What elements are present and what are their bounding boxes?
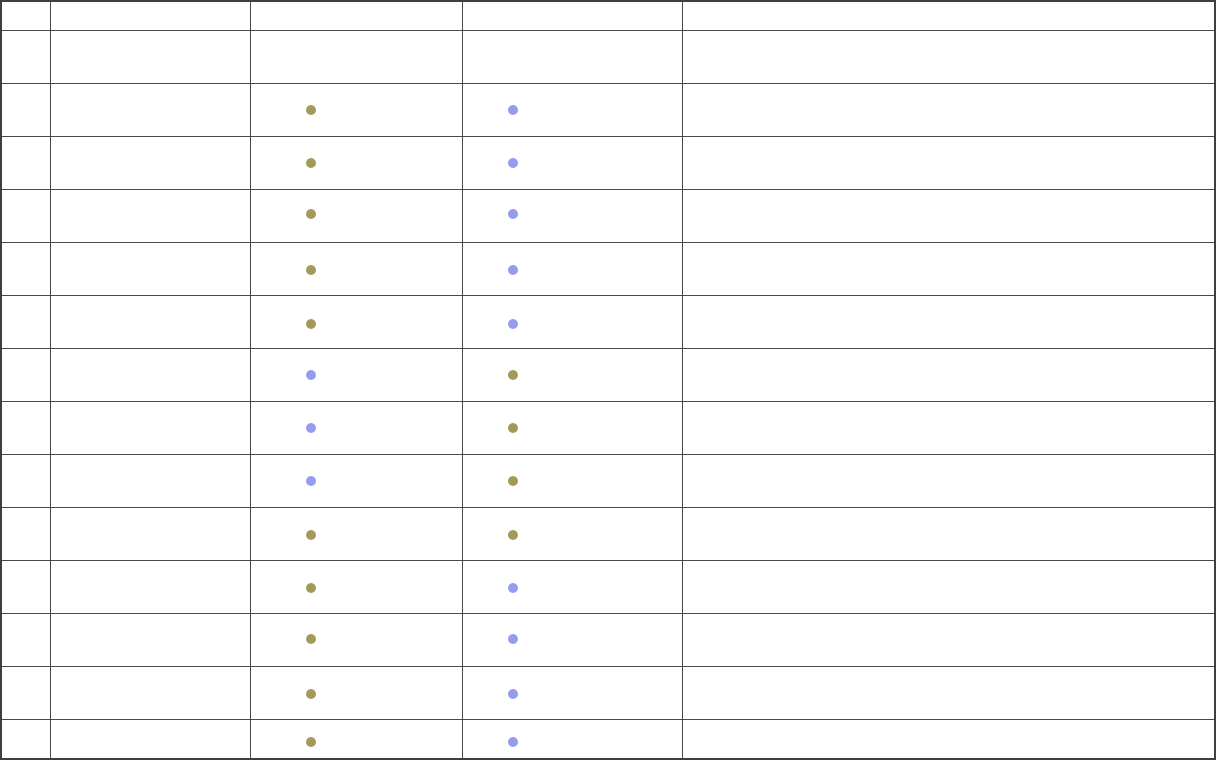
status-dot-periwinkle bbox=[508, 158, 518, 168]
row-divider bbox=[0, 666, 1216, 667]
table-row[interactable] bbox=[0, 242, 1216, 295]
row-divider bbox=[0, 454, 1216, 455]
row-divider bbox=[0, 507, 1216, 508]
status-dot-olive bbox=[306, 105, 316, 115]
table-row[interactable] bbox=[0, 30, 1216, 83]
status-dot-olive bbox=[306, 265, 316, 275]
row-divider bbox=[0, 30, 1216, 31]
status-dot-olive bbox=[306, 530, 316, 540]
row-divider bbox=[0, 560, 1216, 561]
status-dot-periwinkle bbox=[306, 476, 316, 486]
status-dot-olive bbox=[306, 319, 316, 329]
status-dot-olive bbox=[306, 209, 316, 219]
status-dot-olive bbox=[508, 423, 518, 433]
row-divider bbox=[0, 295, 1216, 296]
status-dot-olive bbox=[306, 158, 316, 168]
status-dot-periwinkle bbox=[306, 370, 316, 380]
column-divider bbox=[682, 0, 683, 760]
table-row[interactable] bbox=[0, 719, 1216, 760]
header-cell-name[interactable] bbox=[50, 0, 250, 30]
table-row[interactable] bbox=[0, 454, 1216, 507]
row-divider bbox=[0, 136, 1216, 137]
status-dot-olive bbox=[508, 370, 518, 380]
row-divider bbox=[0, 348, 1216, 349]
header-cell-status-b[interactable] bbox=[462, 0, 682, 30]
status-dot-olive bbox=[508, 530, 518, 540]
table-row[interactable] bbox=[0, 666, 1216, 719]
status-dot-periwinkle bbox=[508, 634, 518, 644]
table-row[interactable] bbox=[0, 295, 1216, 348]
column-divider bbox=[462, 0, 463, 760]
status-dot-periwinkle bbox=[508, 689, 518, 699]
row-divider bbox=[0, 242, 1216, 243]
table-row[interactable] bbox=[0, 401, 1216, 454]
status-dot-periwinkle bbox=[508, 583, 518, 593]
status-dot-olive bbox=[306, 583, 316, 593]
status-dot-olive bbox=[306, 689, 316, 699]
status-dot-periwinkle bbox=[306, 423, 316, 433]
column-divider bbox=[250, 0, 251, 760]
status-dot-olive bbox=[306, 634, 316, 644]
table-row[interactable] bbox=[0, 507, 1216, 560]
table-row[interactable] bbox=[0, 348, 1216, 401]
status-dot-periwinkle bbox=[508, 737, 518, 747]
table-row[interactable] bbox=[0, 189, 1216, 242]
row-divider bbox=[0, 613, 1216, 614]
row-divider bbox=[0, 83, 1216, 84]
status-dot-periwinkle bbox=[508, 265, 518, 275]
status-dot-periwinkle bbox=[508, 319, 518, 329]
row-divider bbox=[0, 189, 1216, 190]
status-dot-olive bbox=[508, 476, 518, 486]
status-dot-periwinkle bbox=[508, 105, 518, 115]
table-row[interactable] bbox=[0, 613, 1216, 666]
table-row[interactable] bbox=[0, 136, 1216, 189]
status-dot-olive bbox=[306, 737, 316, 747]
header-cell-status-a[interactable] bbox=[250, 0, 462, 30]
header-cell-row-number[interactable] bbox=[0, 0, 50, 30]
row-divider bbox=[0, 401, 1216, 402]
table-row[interactable] bbox=[0, 83, 1216, 136]
row-divider bbox=[0, 719, 1216, 720]
status-dot-periwinkle bbox=[508, 209, 518, 219]
header-cell-notes[interactable] bbox=[682, 0, 1216, 30]
column-divider bbox=[50, 0, 51, 760]
table-row[interactable] bbox=[0, 560, 1216, 613]
